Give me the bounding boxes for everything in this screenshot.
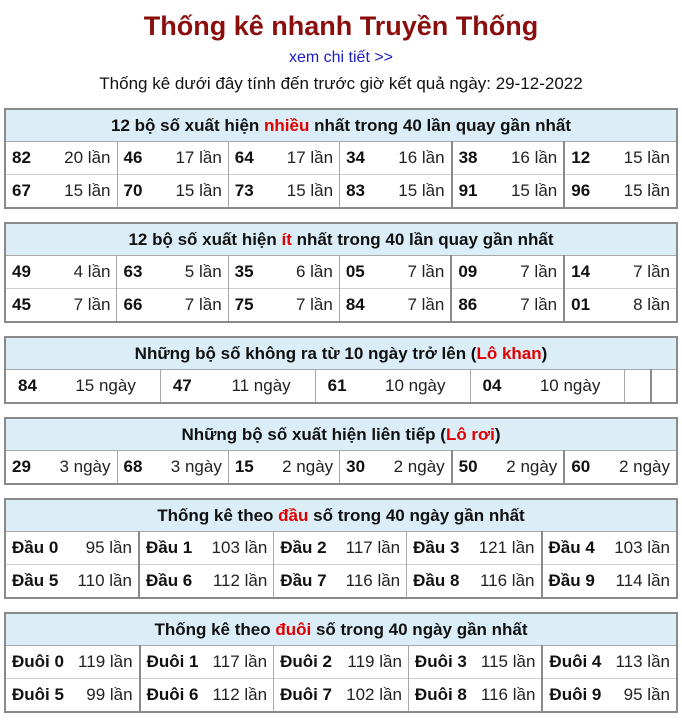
stat-cell: Đuôi 2 119 lần [274, 646, 409, 679]
stat-cell: 60 2 ngày [564, 451, 677, 485]
stat-cell: Đầu 8 116 lần [407, 565, 542, 599]
empty-cell [625, 370, 651, 404]
page-subtitle: Thống kê dưới đây tính đến trước giờ kết quả ngày: 29-12-2022 [99, 74, 583, 93]
stat-cell: 34 16 lần [340, 142, 452, 175]
stat-cell: 61 10 ngày [315, 370, 470, 404]
stat-cell: 84 15 ngày [5, 370, 160, 404]
stat-cell: Đầu 6 112 lần [139, 565, 274, 599]
stat-cell: 75 7 lần [228, 289, 339, 323]
stat-cell: 64 17 lần [228, 142, 339, 175]
table-row [5, 142, 677, 175]
stat-cell: 70 15 lần [117, 175, 228, 209]
stat-cell: Đầu 9 114 lần [542, 565, 678, 599]
table-row [5, 289, 677, 323]
stat-cell: 05 7 lần [339, 256, 451, 289]
duoi-stats-table [4, 612, 678, 713]
stat-cell: 91 15 lần [452, 175, 565, 209]
stat-cell: Đầu 7 116 lần [274, 565, 407, 599]
stat-cell: 82 20 lần [5, 142, 117, 175]
most-frequent-table [4, 108, 678, 209]
stat-cell: Đầu 0 95 lần [5, 532, 139, 565]
stat-cell: Đầu 3 121 lần [407, 532, 542, 565]
stat-cell: 67 15 lần [5, 175, 117, 209]
dau-stats-table [4, 498, 678, 599]
stat-cell: 35 6 lần [228, 256, 339, 289]
stat-cell: 73 15 lần [228, 175, 339, 209]
table-row [5, 175, 677, 209]
least-frequent-table [4, 222, 678, 323]
table-row [5, 370, 677, 404]
stat-cell: 86 7 lần [451, 289, 564, 323]
stat-cell: 30 2 ngày [340, 451, 452, 485]
stat-cell: 04 10 ngày [470, 370, 625, 404]
table-row [5, 532, 677, 565]
stat-cell: 01 8 lần [564, 289, 677, 323]
stat-cell: Đuôi 5 99 lần [5, 679, 140, 713]
stat-cell: Đuôi 3 115 lần [408, 646, 542, 679]
stat-cell: Đuôi 8 116 lần [408, 679, 542, 713]
stat-cell: 96 15 lần [564, 175, 677, 209]
page-title: Thống kê nhanh Truyền Thống [143, 11, 539, 41]
stat-cell: 66 7 lần [117, 289, 228, 323]
stat-cell: 14 7 lần [564, 256, 677, 289]
stat-cell: 84 7 lần [339, 289, 451, 323]
stat-cell: 38 16 lần [452, 142, 565, 175]
table-row [5, 451, 677, 485]
stat-cell: 49 4 lần [5, 256, 117, 289]
section-title: Thống kê theo đầu số trong 40 ngày gần nhất [5, 499, 677, 532]
stat-cell: Đầu 4 103 lần [542, 532, 678, 565]
table-row [5, 646, 677, 679]
stat-cell: Đuôi 7 102 lần [274, 679, 409, 713]
table-row [5, 679, 677, 713]
stat-cell: Đuôi 1 117 lần [140, 646, 274, 679]
view-detail-link[interactable]: xem chi tiết >> [288, 49, 394, 66]
stat-cell: 12 15 lần [564, 142, 677, 175]
stat-cell: 09 7 lần [451, 256, 564, 289]
stat-cell: 50 2 ngày [452, 451, 565, 485]
section-title: 12 bộ số xuất hiện nhiều nhất trong 40 lần quay gần nhất [5, 109, 677, 142]
stat-cell: Đuôi 4 113 lần [542, 646, 677, 679]
stat-cell: 63 5 lần [117, 256, 228, 289]
section-title: 12 bộ số xuất hiện ít nhất trong 40 lần quay gần nhất [5, 223, 677, 256]
stat-cell: Đầu 2 117 lần [274, 532, 407, 565]
stat-cell: 83 15 lần [340, 175, 452, 209]
stat-cell: 29 3 ngày [5, 451, 117, 485]
page-header [0, 0, 682, 96]
stat-cell: Đuôi 6 112 lần [140, 679, 274, 713]
stat-cell: 46 17 lần [117, 142, 228, 175]
empty-cell [651, 370, 677, 404]
section-title: Thống kê theo đuôi số trong 40 ngày gần nhất [5, 613, 677, 646]
table-row [5, 565, 677, 599]
table-row [5, 256, 677, 289]
stat-cell: 68 3 ngày [117, 451, 228, 485]
stat-cell: Đuôi 0 119 lần [5, 646, 140, 679]
stat-cell: Đuôi 9 95 lần [542, 679, 677, 713]
section-title: Những bộ số không ra từ 10 ngày trở lên (Lô khan) [5, 337, 677, 370]
stat-cell: 47 11 ngày [160, 370, 315, 404]
section-title: Những bộ số xuất hiện liên tiếp (Lô rơi) [5, 418, 677, 451]
stat-cell: Đầu 1 103 lần [139, 532, 274, 565]
lo-khan-table [4, 336, 678, 404]
lo-roi-table [4, 417, 678, 485]
stat-cell: Đầu 5 110 lần [5, 565, 139, 599]
stat-cell: 45 7 lần [5, 289, 117, 323]
stat-cell: 15 2 ngày [228, 451, 339, 485]
